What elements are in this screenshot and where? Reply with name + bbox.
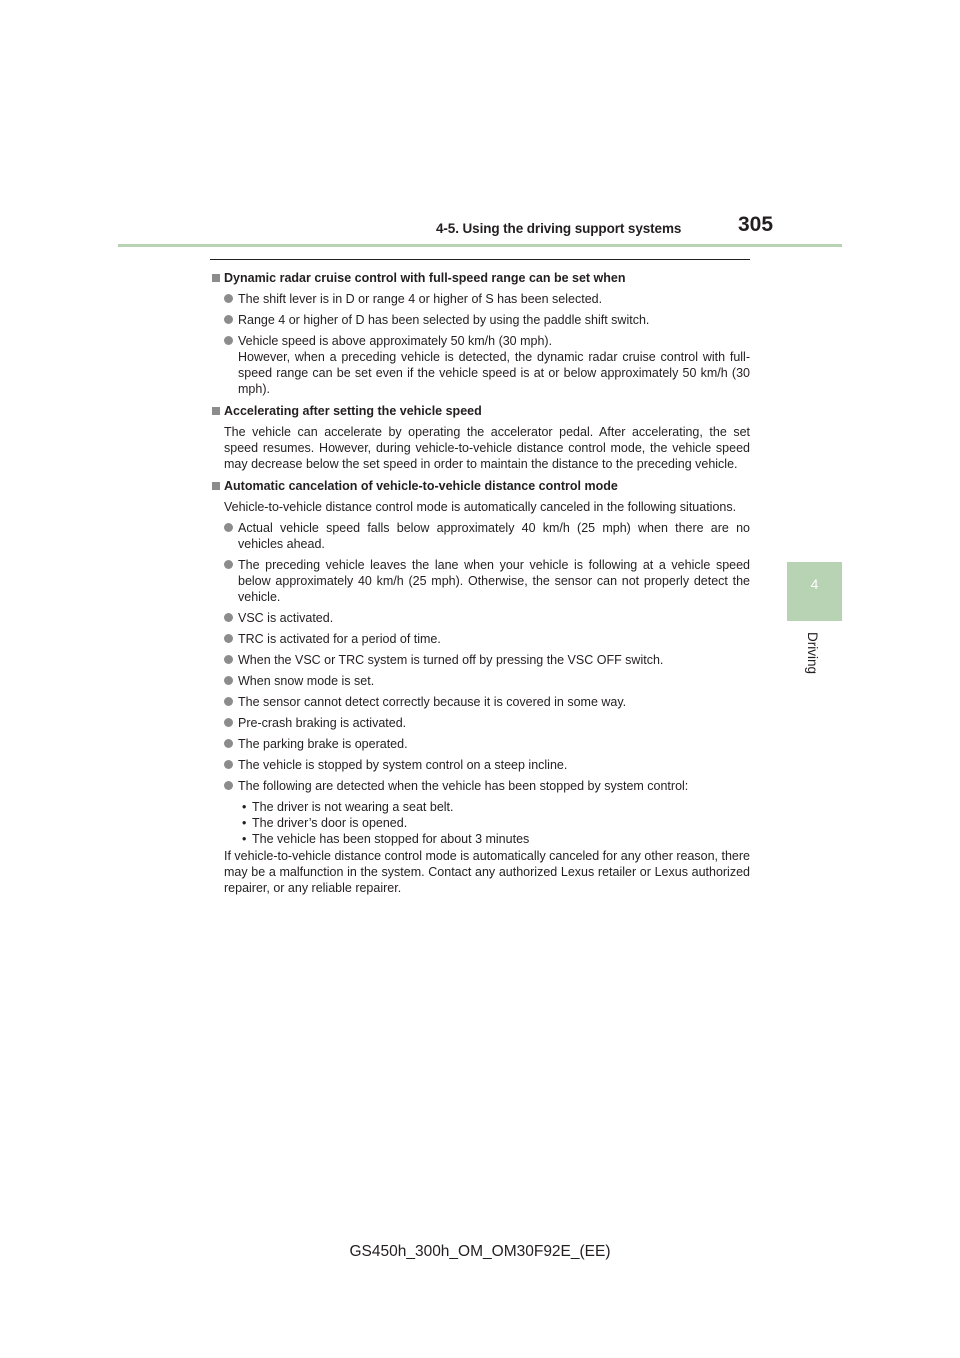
section-title: 4-5. Using the driving support systems	[436, 221, 682, 236]
bullet-text: When snow mode is set.	[238, 674, 375, 688]
bullet-text: The shift lever is in D or range 4 or higher of S has been selected.	[238, 292, 603, 306]
list-item	[210, 778, 750, 794]
bullet-text: TRC is activated for a period of time.	[238, 632, 441, 646]
section-heading	[210, 403, 750, 419]
list-item	[210, 715, 750, 731]
sub-list-item	[210, 815, 750, 831]
square-bullet-icon	[212, 407, 220, 415]
page-content	[210, 270, 750, 901]
bullet-text: When the VSC or TRC system is turned off by pressing the VSC OFF switch.	[238, 653, 664, 667]
bullet-text: The sensor cannot detect correctly because it is covered in some way.	[238, 695, 627, 709]
bullet-text: The parking brake is operated.	[238, 737, 408, 751]
bullet-text: VSC is activated.	[238, 611, 334, 625]
sub-list-item	[210, 831, 750, 847]
round-bullet-icon	[224, 655, 233, 664]
sub-list	[210, 799, 750, 847]
round-bullet-icon	[224, 739, 233, 748]
list-item	[210, 631, 750, 647]
small-dot-icon: •	[242, 832, 247, 846]
small-dot-icon: •	[242, 800, 247, 814]
round-bullet-icon	[224, 697, 233, 706]
page-number: 305	[738, 213, 774, 236]
bullet-text: The preceding vehicle leaves the lane when your vehicle is following at a vehicle speed below approximately 40 km/h (25 mph). Otherwise, the sensor can not properly detect the vehicle.	[238, 558, 750, 604]
list-item	[210, 557, 750, 605]
paragraph: The vehicle can accelerate by operating the accelerator pedal. After accelerating, the set speed resumes. However, during vehicle-to-vehicle distance control mode, the vehicle speed may decrease below the set speed in order to maintain the distance to the preceding vehicle.	[224, 425, 750, 471]
round-bullet-icon	[224, 294, 233, 303]
round-bullet-icon	[224, 523, 233, 532]
list-item	[210, 673, 750, 689]
paragraph: Vehicle-to-vehicle distance control mode is automatically canceled in the following situations.	[224, 500, 737, 514]
square-bullet-icon	[212, 482, 220, 490]
list-item	[210, 520, 750, 552]
document-code: GS450h_300h_OM_OM30F92E_(EE)	[349, 1243, 611, 1260]
list-item	[210, 333, 750, 397]
round-bullet-icon	[224, 613, 233, 622]
square-bullet-icon	[212, 274, 220, 282]
list-item	[210, 312, 750, 328]
bullet-text: Actual vehicle speed falls below approximately 40 km/h (25 mph) when there are no vehicles ahead.	[238, 521, 750, 551]
bullet-continuation: However, when a preceding vehicle is detected, the dynamic radar cruise control with full-speed range can be set even if the vehicle speed is at or below approximately 50 km/h (30 mph).	[238, 350, 750, 396]
list-item	[210, 652, 750, 668]
bullet-text: The following are detected when the vehicle has been stopped by system control:	[238, 779, 689, 793]
bullet-text: Pre-crash braking is activated.	[238, 716, 407, 730]
closing-paragraph: If vehicle-to-vehicle distance control mode is automatically canceled for any other reason, there may be a malfunction in the system. Contact any authorized Lexus retailer or Lexus authorized repairer, or any reliable repairer.	[224, 849, 750, 895]
chapter-tab[interactable]	[787, 562, 842, 621]
bullet-text: The vehicle is stopped by system control on a steep incline.	[238, 758, 568, 772]
list-item	[210, 610, 750, 626]
sub-list-item	[210, 799, 750, 815]
list-item	[210, 757, 750, 773]
header-rule	[118, 244, 842, 247]
small-dot-icon: •	[242, 816, 247, 830]
list-item	[210, 694, 750, 710]
heading-text: Dynamic radar cruise control with full-speed range can be set when	[224, 271, 626, 285]
chapter-number: 4	[810, 576, 819, 592]
round-bullet-icon	[224, 634, 233, 643]
list-item	[210, 291, 750, 307]
section-heading	[210, 478, 750, 494]
round-bullet-icon	[224, 760, 233, 769]
round-bullet-icon	[224, 676, 233, 685]
heading-text: Automatic cancelation of vehicle-to-vehicle distance control mode	[224, 479, 618, 493]
section-heading	[210, 270, 750, 286]
sub-item-text: The driver’s door is opened.	[252, 816, 408, 830]
heading-text: Accelerating after setting the vehicle speed	[224, 404, 482, 418]
sub-item-text: The driver is not wearing a seat belt.	[252, 800, 454, 814]
bullet-text: Range 4 or higher of D has been selected by using the paddle shift switch.	[238, 313, 650, 327]
round-bullet-icon	[224, 560, 233, 569]
bullet-text: Vehicle speed is above approximately 50 km/h (30 mph).	[238, 334, 553, 348]
sub-item-text: The vehicle has been stopped for about 3 minutes	[252, 832, 530, 846]
chapter-label: Driving	[805, 632, 820, 675]
content-top-rule	[210, 259, 750, 260]
round-bullet-icon	[224, 718, 233, 727]
round-bullet-icon	[224, 336, 233, 345]
list-item	[210, 736, 750, 752]
round-bullet-icon	[224, 781, 233, 790]
round-bullet-icon	[224, 315, 233, 324]
